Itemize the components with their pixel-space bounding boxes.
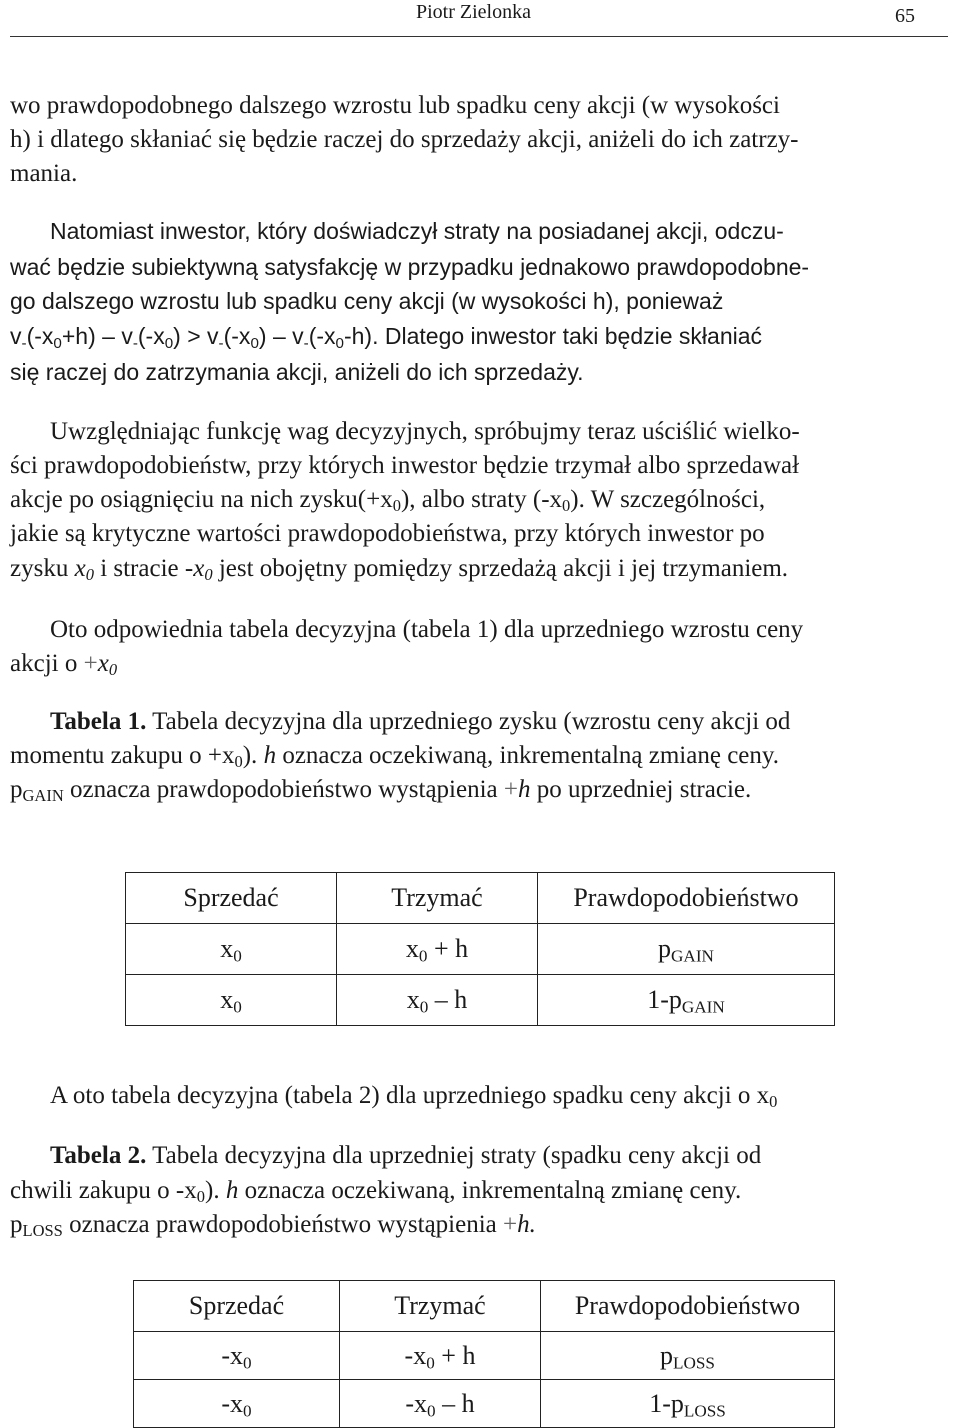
decision-table-2	[133, 1280, 835, 1428]
column-header: Sprzedać	[134, 1281, 340, 1332]
formula: $v_-(-x_0+h) - v_-(-x_0) > v_-(-x_0) - v_-(-x_0-h)$.	[10, 323, 379, 352]
column-header: Prawdopodobieństwo	[541, 1281, 835, 1332]
table-cell: $1-p_{LOSS}$	[541, 1380, 835, 1428]
paragraph-line: zysku $x_0$ i stracie $-x_0$ jest obojętny pomiędzy sprzedażą akcji i jej trzymaniem.	[10, 555, 789, 585]
paragraph-line: akcje po osiągnięciu na nich $zysku(+x_0)$, albo straty $(-x_0)$. W szczególności,	[10, 486, 766, 516]
paragraph-line: Natomiast inwestor, który doświadczył straty na posiadanej akcji, odczu-	[50, 218, 784, 244]
table-cell: $1-p_{GAIN}$	[538, 975, 835, 1026]
table-cell: $x_0 + h$	[337, 924, 538, 975]
paragraph-line: Uwzględniając funkcję wag decyzyjnych, spróbujmy teraz uściślić wielko-	[50, 418, 800, 445]
paragraph-line: wać będzie subiektywną satysfakcję w przypadku jednakowo prawdopodobne-	[10, 254, 810, 280]
caption-label: Tabela 1.	[50, 708, 147, 735]
decision-table-1	[125, 872, 835, 1026]
table-row	[134, 1380, 835, 1428]
table-row	[126, 924, 835, 975]
caption-line: $p_{LOSS}$ oznacza prawdopodobieństwo wystąpienia +h.	[10, 1211, 536, 1241]
column-header: Sprzedać	[126, 873, 337, 924]
table-cell: $p_{GAIN}$	[538, 924, 835, 975]
table-cell: $-x_0$ – h	[340, 1380, 541, 1428]
table-header-row	[134, 1281, 835, 1332]
paragraph-line: h) i dlatego skłaniać się będzie raczej do sprzedaży akcji, aniżeli do ich zatrzy-	[10, 126, 799, 153]
table-cell: $p_{LOSS}$	[541, 1332, 835, 1380]
table-header-row	[126, 873, 835, 924]
table-caption: Tabela 2. Tabela decyzyjna dla uprzedniej straty (spadku ceny akcji od	[50, 1142, 762, 1169]
paragraph-line: jakie są krytyczne wartości prawdopodobieństwa, przy których inwestor po	[10, 520, 765, 547]
caption-label: Tabela 2.	[50, 1142, 147, 1169]
column-header: Trzymać	[340, 1281, 541, 1332]
table-cell: $x_0$	[126, 975, 337, 1026]
caption-line: $p_{GAIN}$ oznacza prawdopodobieństwo wystąpienia +h po uprzedniej stracie.	[10, 776, 752, 806]
paragraph-line: akcji $o +x_0$	[10, 650, 118, 680]
table-cell: $x_0$ – h	[337, 975, 538, 1026]
running-header-author: Piotr Zielonka	[416, 1, 531, 23]
paragraph-line: A oto tabela decyzyjna (tabela 2) dla uprzedniego spadku ceny akcji o $x_0$	[50, 1082, 778, 1112]
paragraph-line: go dalszego wzrostu lub spadku ceny akcji (w wysokości h), ponieważ	[10, 288, 724, 314]
paragraph-line: ści prawdopodobieństw, przy których inwestor będzie trzymał albo sprzedawał	[10, 452, 800, 479]
caption-line: momentu zakupu $o +x_0$). h oznacza oczekiwaną, inkrementalną zmianę ceny.	[10, 742, 780, 772]
paragraph-line: wo prawdopodobnego dalszego wzrostu lub spadku ceny akcji (w wysokości	[10, 92, 780, 119]
column-header: Trzymać	[337, 873, 538, 924]
page-number: 65	[895, 5, 915, 27]
table-caption: Tabela 1. Tabela decyzyjna dla uprzedniego zysku (wzrostu ceny akcji od	[50, 708, 791, 735]
table-cell: $-x_0$	[134, 1332, 340, 1380]
table-cell: $-x_0$	[134, 1380, 340, 1428]
table-cell: $x_0$	[126, 924, 337, 975]
column-header: Prawdopodobieństwo	[538, 873, 835, 924]
paragraph-line: mania.	[10, 160, 78, 187]
paragraph-line: Oto odpowiednia tabela decyzyjna (tabela 1) dla uprzedniego wzrostu ceny	[50, 616, 804, 643]
formula-line: $v_-(-x_0+h) - v_-(-x_0) > v_-(-x_0) - v_-(-x_0-h)$. Dlatego inwestor taki będzie skłaniać	[10, 323, 763, 352]
table-cell: $-x_0 + h$	[340, 1332, 541, 1380]
header-divider	[10, 36, 948, 37]
caption-line: chwili zakupu o $-x_0$). h oznacza oczekiwaną, inkrementalną zmianę ceny.	[10, 1177, 742, 1207]
table-row	[126, 975, 835, 1026]
paragraph-line: się raczej do zatrzymania akcji, aniżeli do ich sprzedaży.	[10, 359, 584, 385]
table-row	[134, 1332, 835, 1380]
